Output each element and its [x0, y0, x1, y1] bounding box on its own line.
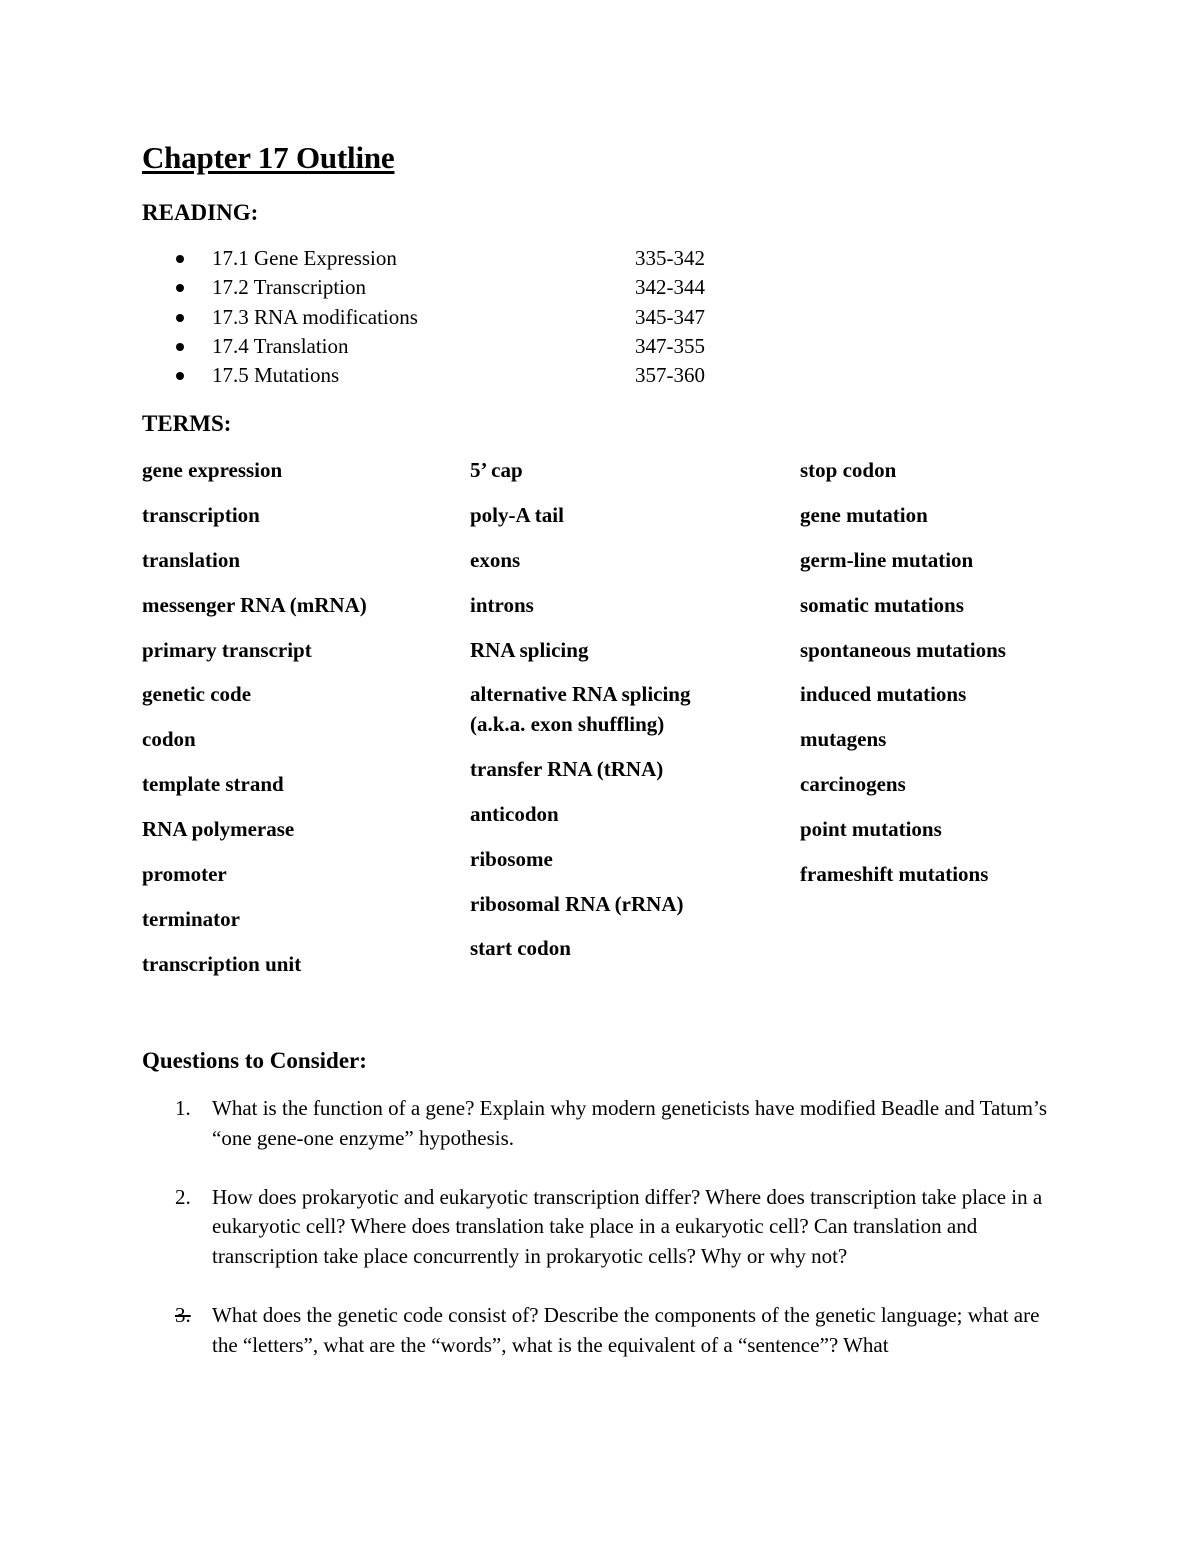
term-item: ribosomal RNA (rRNA)	[470, 891, 684, 916]
reading-topic: 17.1 Gene Expression	[212, 246, 397, 270]
reading-topic: 17.4 Translation	[212, 333, 349, 358]
term-item: anticodon	[470, 801, 559, 826]
reading-topic: 17.3 RNA modifications	[212, 304, 418, 329]
reading-topic: 17.5 Mutations	[212, 363, 340, 388]
reading-pages: 345-347	[635, 304, 705, 329]
reading-list	[142, 244, 842, 390]
questions-heading: Questions to Consider:	[142, 1048, 367, 1073]
term-item: somatic mutations	[800, 592, 964, 617]
term-item: gene expression	[142, 458, 283, 482]
term-item: gene mutation	[800, 502, 928, 527]
term-item: terminator	[142, 906, 240, 931]
question-text: What is the function of a gene? Explain why modern geneticists have modified Beadle and Tatum’s “one gene-one enzyme” hypothesis.	[212, 1096, 1047, 1150]
question-text: What does the genetic code consist of? Describe the components of the genetic language; what are the “letters”, what are the “words”, what is the equivalent of a “sentence”? What	[212, 1303, 1040, 1357]
bullet-icon	[176, 343, 184, 351]
reading-item	[142, 332, 842, 361]
terms-heading: TERMS:	[142, 411, 232, 436]
term-item: primary transcript	[142, 637, 312, 662]
term-item: germ-line mutation	[800, 547, 974, 572]
reading-item	[142, 361, 842, 390]
question-item	[142, 1183, 1062, 1272]
bullet-icon	[176, 255, 184, 263]
page-title: Chapter 17 Outline	[142, 140, 395, 175]
terms-column-1	[142, 456, 367, 995]
question-text: How does prokaryotic and eukaryotic transcription differ? Where does transcription take place in a eukaryotic cell? Where does translation take place in a eukaryotic cell? Can translation and transcription take place concurrently in prokaryotic cells? Why or why not?	[212, 1184, 1043, 1268]
term-item: RNA polymerase	[142, 817, 295, 842]
reading-item	[142, 303, 842, 332]
term-item: start codon	[470, 936, 571, 961]
reading-item	[142, 273, 842, 302]
term-item: stop codon	[800, 458, 897, 482]
term-item: poly-A tail	[470, 502, 564, 527]
term-item: template strand	[142, 772, 284, 797]
bullet-icon	[176, 314, 184, 322]
term-item: spontaneous mutations	[800, 637, 1006, 662]
term-item: alternative RNA splicing (a.k.a. exon shuffling)	[470, 682, 691, 736]
term-item: frameshift mutations	[800, 862, 989, 887]
term-item: mutagens	[800, 727, 887, 752]
reading-pages: 342-344	[635, 275, 705, 300]
question-number: 3.	[175, 1303, 191, 1328]
term-item: carcinogens	[800, 772, 906, 797]
term-item: promoter	[142, 862, 227, 887]
reading-pages: 347-355	[635, 333, 705, 358]
term-item: genetic code	[142, 682, 252, 707]
question-number: 1.	[175, 1096, 191, 1120]
question-number: 2.	[175, 1184, 191, 1209]
term-item: transcription unit	[142, 951, 302, 976]
reading-pages: 357-360	[635, 363, 705, 388]
term-item: ribosome	[470, 846, 553, 871]
questions-list	[142, 1094, 1062, 1390]
reading-topic: 17.2 Transcription	[212, 275, 367, 300]
term-item: 5’ cap	[470, 458, 523, 482]
term-item: introns	[470, 592, 534, 617]
term-item: RNA splicing	[470, 637, 589, 662]
question-item	[142, 1094, 1062, 1153]
term-item: transcription	[142, 502, 260, 527]
question-item	[142, 1301, 1062, 1360]
bullet-icon	[176, 284, 184, 292]
term-item: messenger RNA (mRNA)	[142, 592, 367, 617]
term-item: induced mutations	[800, 682, 967, 707]
term-item: exons	[470, 547, 521, 572]
term-item: codon	[142, 727, 196, 752]
terms-column-2	[470, 456, 740, 979]
term-item: translation	[142, 547, 241, 572]
reading-pages: 335-342	[635, 246, 705, 270]
term-item: transfer RNA (tRNA)	[470, 756, 664, 781]
term-item: point mutations	[800, 817, 942, 842]
reading-item	[142, 244, 842, 273]
bullet-icon	[176, 372, 184, 380]
terms-column-3	[800, 456, 1006, 905]
reading-heading: READING:	[142, 200, 259, 225]
